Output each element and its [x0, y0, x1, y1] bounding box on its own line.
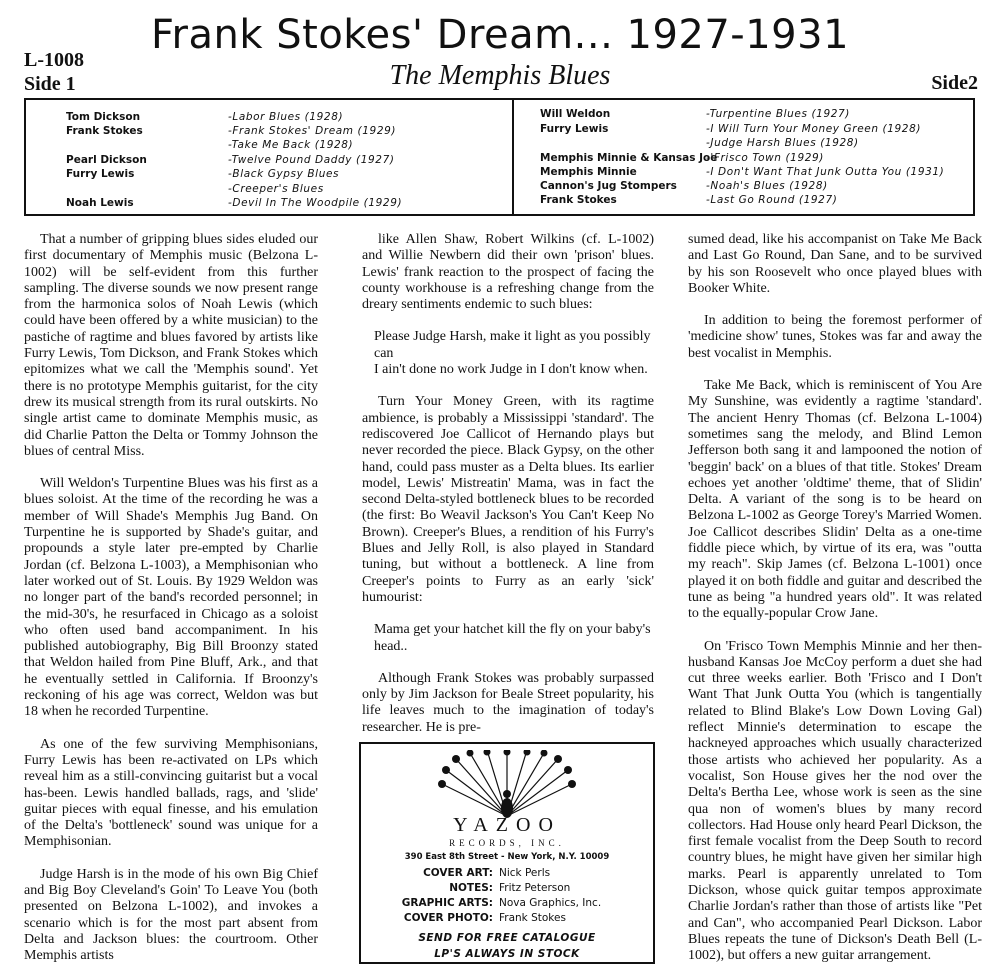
side2-song: -Last Go Round (1927) [706, 194, 838, 206]
side2-artist: Frank Stokes [540, 194, 617, 206]
peacock-logo-icon [432, 750, 582, 820]
side2-song: -I Don't Want That Junk Outta You (1931) [706, 166, 945, 178]
side2-artist: Memphis Minnie & Kansas Joe [540, 152, 718, 164]
credit-row [361, 912, 657, 926]
notes-paragraph: Although Frank Stokes was probably surpassed only by Jim Jackson for Beale Street popularity, his life leaves much to the imagination of today's researcher. He is pre- [362, 670, 654, 735]
credit-value: Nova Graphics, Inc. [499, 897, 602, 909]
stock-note: LP'S ALWAYS IN STOCK [434, 948, 580, 960]
side2-artist: Will Weldon [540, 108, 611, 120]
credit-key: NOTES: [449, 882, 493, 894]
side1-label: Side 1 [24, 73, 76, 95]
side1-song: -Creeper's Blues [228, 183, 324, 195]
notes-paragraph: Take Me Back, which is reminiscent of You Are My Sunshine, was evidently a ragtime 'standard'. The ancient Henry Thomas (cf. Belzona L-1004) sometimes sang the melody, and Blind Lemon Jefferson both sang it and lampooned the notion of 'beggin' back' on a blues of that title. Stokes' Dream echoes yet another 'oldtime' theme, that of Slidin' Delta. A variant of the song is to be heard on Belzona L-1002 as George Torey's Married Women. Joe Callicot describes Slidin' Delta as a one-time fiddle piece which, by virtue of its era, was "outta my reach". Skip James (cf. Belzona L-1001) once played it on both fiddle and guitar and described the tune as being "a hundred years old". It was related to the equally-popular Crow Jane. [688, 378, 982, 622]
page-title: Frank Stokes' Dream... 1927-1931 [150, 12, 850, 58]
side2-song: -I Will Turn Your Money Green (1928) [706, 123, 922, 135]
notes-paragraph: In addition to being the foremost performer of 'medicine show' tunes, Stokes was far and away the best vocalist in Memphis. [688, 313, 982, 361]
notes-paragraph: Judge Harsh is in the mode of his own Big Chief and Big Boy Cleveland's Goin' To Leave You (both presented on Belzona L-1002), and invokes a scenario which is for the most part absent from Delta and Jackson blues: the courtroom. Other Memphis artists [24, 866, 318, 964]
side1-song: -Labor Blues (1928) [228, 111, 344, 123]
side1-artist: Furry Lewis [66, 168, 135, 180]
catalog-number: L-1008 [24, 49, 84, 71]
side1-song: -Take Me Back (1928) [228, 139, 354, 151]
side2-song: -Noah's Blues (1928) [706, 180, 828, 192]
side1-song: -Frank Stokes' Dream (1929) [228, 125, 397, 137]
side2-label: Side2 [931, 72, 978, 94]
lyric-quote: Mama get your hatchet kill the fly on your baby's head.. [374, 622, 651, 654]
tracklist-box [24, 98, 975, 216]
credit-key: COVER PHOTO: [403, 912, 493, 924]
notes-paragraph: Turn Your Money Green, with its ragtime ambience, is probably a Mississippi 'standard'. The rediscovered Joe Callicot of Hernando plays but never recorded the piece. Black Gypsy, on the other hand, could pass muster as a Delta blues. Its earlier model, Lewis' Mistreatin' Mama, was in fact the second Delta-styled bottleneck blues to be recorded (the first: Bo Weavil Jackson's You Can't Keep No Brown). Creeper's Blues, a rendition of his Furry's Blues and Jelly Roll, is also played in Standard tuning, but without a bottleneck. A line from Creeper's points to Furry as an early 'sick' humourist: [362, 394, 654, 605]
side2-song: -Judge Harsh Blues (1928) [706, 137, 859, 149]
yazoo-label-box [359, 742, 655, 964]
notes-paragraph: On 'Frisco Town Memphis Minnie and her then-husband Kansas Joe McCoy perform a duet she had cut three weeks earlier. Both 'Frisco and I Don't Want That Junk Outta You (which is tangentially related to Blind Blake's Low Down Loving Gal) reflect Minnie's determination to escape the hackneyed approaches which usually characterized those artists who achieved her popularity. As a vocalist, Son House gives her the nod over the Delta's Bertha Lee, whose work is seen as the sine qua non of women's blues by many record collectors. Had House only heard Pearl Dickson, the first female vocalist from the Deep South to record country blues, he might have given her similar high marks. Pearl is apparently unrelated to Tom Dickson, whose quick guitar tempos approximate Charlie Jordan's rather than those of artists like "Pet and Can", who accompanied Pearl Dickson. Labor Blues repeats the tune of Dickson's Death Bell (L-1002), but offers a new guitar arrangement. [688, 638, 982, 964]
notes-column-2 [362, 232, 654, 752]
credit-key: GRAPHIC ARTS: [401, 897, 493, 909]
side1-artist: Frank Stokes [66, 125, 143, 137]
catalog-block [24, 48, 84, 96]
side1-artist: Tom Dickson [66, 111, 141, 123]
side2-artist: Memphis Minnie [540, 166, 637, 178]
side1-artist: Pearl Dickson [66, 154, 147, 166]
credit-value: Fritz Peterson [499, 882, 571, 894]
notes-paragraph: like Allen Shaw, Robert Wilkins (cf. L-1002) and Willie Newbern did their own 'prison' blues. Lewis' frank reaction to the prospect of facing the county workhouse is a refreshing change from the dreary sentiments endemic to such blues: [362, 232, 654, 313]
side2-song: -Turpentine Blues (1927) [706, 108, 850, 120]
yazoo-logo-text: YAZOO [453, 814, 561, 836]
notes-paragraph: That a number of gripping blues sides eluded our first documentary of Memphis music (Belzona L-1002) will be self-evident from this further sampling. The diverse sounds we now present range from the harmonica solos of Noah Lewis (which could have been offered by a white musician) to the pastiche of ragtime and blues favored by artists like Furry Lewis, Tom Dickson, and Frank Stokes which epitomizes what we call the 'Memphis sound'. Yet there is no prototype Memphis guitarist, for the city drew its musical strength from its rural outskirts. No single artist came to dominate Memphis music, as did Charlie Patton the Delta or Tommy Johnson the blues of central Miss. [24, 232, 318, 459]
side2-song: -'Frisco Town (1929) [706, 152, 824, 164]
page-subtitle: The Memphis Blues [389, 60, 611, 91]
credit-value: Frank Stokes [499, 912, 566, 924]
side2-artist: Cannon's Jug Stompers [540, 180, 677, 192]
catalogue-offer: SEND FOR FREE CATALOGUE [418, 932, 596, 944]
side1-song: -Twelve Pound Daddy (1927) [228, 154, 395, 166]
yazoo-address: 390 East 8th Street - New York, N.Y. 10009 [404, 852, 610, 862]
yazoo-logo-subtext: RECORDS, INC. [449, 838, 565, 848]
credit-value: Nick Perls [499, 867, 551, 879]
side2-artist: Furry Lewis [540, 123, 609, 135]
tracklist-divider [512, 100, 514, 214]
notes-paragraph: Will Weldon's Turpentine Blues was his first as a blues soloist. At the time of the recording he was a member of Will Shade's Memphis Jug Band. On Turpentine he is supported by Shade's guitar, and propounds a style later pre-empted by Charlie Jordan (cf. Belzona L-1003), a Memphisonian who later worked out of St. Louis. By 1929 Weldon was no longer part of the band's recorded personnel; in the mid-30's, he resurfaced in Chicago as a soloist who often used band accompaniment. In his published autobiography, Big Bill Broonzy stated that Weldon hailed from Pine Bluff, Ark., and that he eventually settled in California. If Broonzy's reckoning of his age was correct, Weldon was but 18 when he recorded Turpentine. [24, 476, 318, 720]
credit-row [361, 897, 657, 911]
notes-paragraph: As one of the few surviving Memphisonians, Furry Lewis has been re-activated on LPs which reveal him as a still-convincing guitarist but a vocal has-been. Lewis handled ballads, rags, and 'slide' guitar pieces with equal finesse, and his emulation of the Delta's 'bottleneck' sound was unique for a Memphisonian. [24, 736, 318, 850]
lyric-quote: Please Judge Harsh, make it light as you possibly can I ain't done no work Judge in I don't know when. [374, 329, 651, 378]
credit-row [361, 882, 657, 896]
notes-column-1 [24, 232, 318, 980]
side1-artist: Noah Lewis [66, 197, 134, 209]
side1-song: -Devil In The Woodpile (1929) [228, 197, 403, 209]
credit-key: COVER ART: [423, 867, 493, 879]
notes-paragraph: sumed dead, like his accompanist on Take Me Back and Last Go Round, Dan Sane, and to be survived by his son Roosevelt who once played blues with Booker White. [688, 232, 982, 296]
side1-song: -Black Gypsy Blues [228, 168, 340, 180]
credit-row [361, 867, 657, 881]
notes-column-3 [688, 232, 982, 980]
